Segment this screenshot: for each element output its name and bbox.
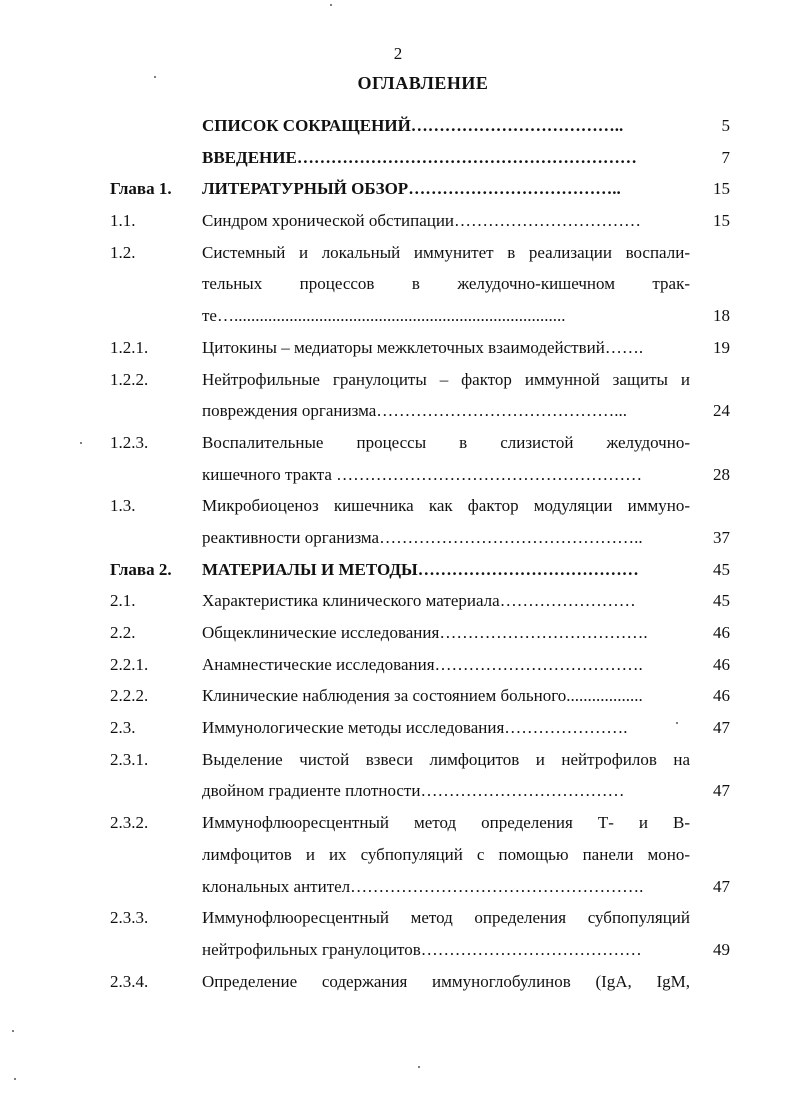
toc-entry-title: Микробиоценоз кишечника как фактор модуляции иммуно- [202,496,690,516]
leader-dots: ……. [604,337,644,357]
toc-entry-title: Выделение чистой взвеси лимфоцитов и нейтрофилов на [202,749,690,769]
toc-line [0,744,796,776]
toc-page-number: 47 [713,876,730,896]
toc-entry-title: СПИСОК СОКРАЩЕНИЙ……………………………….. [202,116,624,135]
toc-entry-number: 2.3.1. [110,749,149,769]
toc-line [0,775,796,807]
toc-entry-number: 1.1. [110,211,136,231]
toc-entry-number: 1.2.3. [110,432,149,452]
toc-page-number: 45 [713,591,730,611]
toc-line [0,332,796,364]
toc-line [0,110,796,142]
toc-line [0,237,796,269]
leader-dots: ……………………………….. [410,116,624,135]
toc-entry-title: Иммунофлюоресцентный метод определения Т- и В- [202,813,690,833]
scan-speck [418,1066,420,1068]
toc-entry-title: Иммунологические методы исследования…………………. [202,718,628,738]
leader-dots: …………………………………………………… [296,147,637,167]
toc-entry-title: лимфоцитов и их субпопуляций с помощью панели моно- [202,844,690,864]
toc-entry-number: 2.2. [110,623,136,642]
leader-dots: ………………………………. [439,623,648,642]
toc-page-number: 15 [713,179,730,199]
toc-page-number: 46 [713,686,730,706]
toc-page-number: 46 [713,654,730,674]
toc-line [0,902,796,934]
toc-line [0,680,796,712]
toc-entry-title: двойном градиенте плотности……………………………… [202,781,625,801]
toc-entry-title: ЛИТЕРАТУРНЫЙ ОБЗОР……………………………….. [202,179,621,199]
toc-line [0,712,796,744]
toc-entry-title: Характеристика клинического материала…………………… [202,591,636,611]
leader-dots: ………………………………. [434,654,643,674]
toc-entry-title: те….............................................................................. [202,306,566,326]
toc-entry-number: 2.3.4. [110,971,149,991]
toc-entry-title: клональных антител……………………………………………. [202,876,644,896]
leader-dots: ……………………………………………. [350,876,644,896]
toc-entry-title: ВВЕДЕНИЕ…………………………………………………… [202,147,637,167]
toc-entry-title: Клинические наблюдения за состоянием больного.................. [202,686,643,706]
leader-dots: ………………………………… [420,939,642,959]
page-title: ОГЛАВЛЕНИЕ [357,73,489,93]
toc-line [0,490,796,522]
toc-entry-title: нейтрофильных гранулоцитов………………………………… [202,939,642,959]
toc-page-number: 49 [713,939,730,959]
toc-line [0,839,796,871]
toc-line [0,142,796,174]
scan-speck [676,722,678,724]
toc-entry-number: 2.3. [110,718,136,738]
toc-page-number: 19 [713,337,730,357]
toc-line [0,522,796,554]
toc-entry-title: кишечного тракта ……………………………………………… [202,464,643,484]
toc-page-number: 24 [713,401,730,421]
toc-line [0,585,796,617]
toc-line [0,966,796,998]
toc-page-number: 18 [713,306,730,326]
leader-dots: …………………… [499,591,636,611]
toc-entry-title: Нейтрофильные гранулоциты – фактор иммунной защиты и [202,369,690,389]
toc-page-number: 45 [713,559,730,579]
scan-speck [330,4,332,6]
table-of-contents [0,110,796,997]
toc-entry-number: 2.3.2. [110,813,149,833]
toc-line [0,871,796,903]
toc-line [0,364,796,396]
leader-dots: ….............................................................................. [216,306,566,326]
toc-page-number: 46 [713,623,730,642]
toc-line [0,300,796,332]
toc-entry-title: Определение содержания иммуноглобулинов (IgA, IgM, [202,971,690,991]
toc-page-number: 28 [713,464,730,484]
toc-entry-title: Анамнестические исследования………………………………. [202,654,643,674]
toc-line [0,934,796,966]
scan-speck [12,1030,14,1032]
toc-line [0,205,796,237]
leader-dots: ……………………………………... [376,401,627,421]
toc-line [0,554,796,586]
toc-line [0,395,796,427]
leader-dots: ……………………………….. [408,179,621,199]
toc-page-number: 37 [713,527,730,547]
leader-dots: .................. [566,686,643,706]
toc-entry-number: 2.2.2. [110,686,149,706]
toc-page-number: 47 [713,718,730,738]
toc-entry-number: 2.3.3. [110,908,149,928]
toc-page-number: 7 [721,147,730,167]
leader-dots: ………………………………… [417,559,639,579]
toc-entry-number: 2.1. [110,591,136,611]
toc-entry-number: Глава 2. [110,559,172,579]
toc-line [0,173,796,205]
toc-entry-number: 1.2.2. [110,369,149,389]
toc-line [0,459,796,491]
toc-entry-title: Синдром хронической обстипации…………………………… [202,211,642,231]
toc-entry-title: реактивности организма……………………………………….. [202,527,643,547]
toc-entry-title: Иммунофлюоресцентный метод определения субпопуляций [202,908,690,928]
scan-speck [14,1078,16,1080]
leader-dots: ……………………………… [420,781,625,801]
toc-line [0,649,796,681]
toc-entry-title: Цитокины – медиаторы межклеточных взаимодействий……. [202,337,644,357]
leader-dots: …………………. [504,718,628,738]
toc-page-number: 15 [713,211,730,231]
toc-line [0,268,796,300]
toc-entry-title: тельных процессов в желудочно-кишечном трак- [202,274,690,294]
toc-page-number: 47 [713,781,730,801]
toc-entry-number: Глава 1. [110,179,172,199]
scan-speck [80,442,82,444]
toc-entry-title: повреждения организма……………………………………... [202,401,627,421]
toc-line [0,427,796,459]
toc-line [0,807,796,839]
toc-entry-number: 1.2.1. [110,337,149,357]
toc-entry-title: МАТЕРИАЛЫ И МЕТОДЫ………………………………… [202,559,639,579]
toc-entry-number: 1.2. [110,242,136,262]
toc-entry-title: Воспалительные процессы в слизистой желудочно- [202,432,690,452]
toc-page-number: 5 [721,116,730,135]
toc-entry-number: 2.2.1. [110,654,149,674]
toc-entry-number: 1.3. [110,496,136,516]
toc-entry-title: Системный и локальный иммунитет в реализации воспали- [202,242,690,262]
leader-dots: ……………………………………………… [336,464,643,484]
leader-dots: ……………………………………….. [379,527,643,547]
leader-dots: …………………………… [454,211,642,231]
toc-line [0,617,796,649]
toc-entry-title: Общеклинические исследования………………………………. [202,623,648,642]
page-number: 2 [393,44,403,63]
scan-speck [154,76,156,78]
